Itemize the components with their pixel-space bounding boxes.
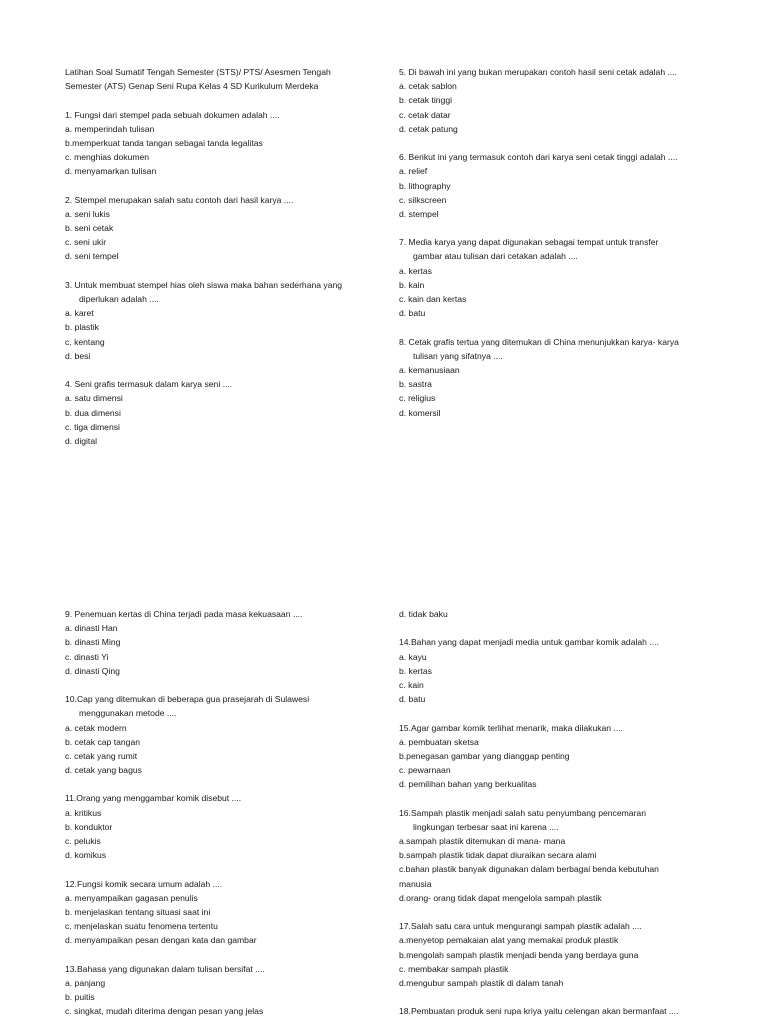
- answer-option: c. singkat, mudah diterima dengan pesan yang jelas: [65, 1006, 264, 1017]
- answer-option: b. seni cetak: [65, 223, 114, 234]
- answer-option: b.sampah plastik tidak dapat diuraikan secara alami: [399, 850, 597, 861]
- column-bottom-right: [399, 607, 678, 1018]
- answer-option: b. konduktor: [65, 821, 113, 832]
- answer-option: b. dua dimensi: [65, 407, 121, 418]
- answer-option: b. kain: [399, 279, 425, 290]
- answer-option: a. panjang: [65, 977, 106, 988]
- answer-option: c. kain: [399, 679, 424, 690]
- answer-option: d. komersil: [399, 407, 441, 418]
- answer-option: c. dinasti Yi: [65, 651, 109, 662]
- question-11: [65, 791, 309, 862]
- answer-option: a. cetak modern: [65, 722, 127, 733]
- answer-option: d.orang- orang tidak dapat mengelola sampah plastik: [399, 892, 602, 903]
- answer-option: b.mengolah sampah plastik menjadi benda yang berdaya guna: [399, 949, 639, 960]
- answer-option: b. menjelaskan tentang situasi saat ini: [65, 906, 211, 917]
- question-3: [65, 278, 342, 363]
- answer-option: c. membakar sampah plastik: [399, 963, 509, 974]
- question-text: tulisan yang sifatnya ....: [413, 350, 503, 361]
- answer-option: a.sampah plastik ditemukan di mana- mana: [399, 836, 566, 846]
- answer-option: d. batu: [399, 308, 426, 319]
- column-top-left: [65, 65, 342, 448]
- answer-option: a. kemanusiaan: [399, 364, 460, 375]
- question-text: 11.Orang yang menggambar komik disebut ....: [65, 793, 242, 804]
- question-9: [65, 607, 309, 678]
- question-text: 7. Media karya yang dapat digunakan sebagai tempat untuk transfer: [399, 237, 659, 248]
- answer-option: c. silkscreen: [399, 194, 447, 205]
- question-text: 6. Berikut ini yang termasuk contoh dari karya seni cetak tinggi adalah ....: [399, 152, 678, 163]
- question-13: [65, 962, 309, 1019]
- answer-option: a. dinasti Han: [65, 623, 118, 634]
- answer-option: c. kain dan kertas: [399, 294, 467, 304]
- answer-option: a. satu dimensi: [65, 393, 123, 404]
- question-text: 10.Cap yang ditemukan di beberapa gua prasejarah di Sulawesi: [65, 694, 310, 705]
- answer-option: d. tidak baku: [399, 609, 448, 619]
- answer-option: b. puitis: [65, 992, 95, 1003]
- answer-option: b. kertas: [399, 665, 432, 676]
- answer-option: d. stempel: [399, 208, 439, 219]
- question-text: 4. Seni grafis termasuk dalam karya seni ....: [65, 379, 233, 390]
- answer-option: c. pelukis: [65, 836, 101, 846]
- question-text: 16.Sampah plastik menjadi salah satu penyumbang pencemaran: [399, 807, 646, 818]
- answer-option: d. pemilihan bahan yang berkualitas: [399, 779, 537, 790]
- answer-option: a. menyampaikan gagasan penulis: [65, 892, 198, 903]
- answer-option: c. pewarnaan: [399, 765, 451, 776]
- answer-option: c. kentang: [65, 336, 105, 347]
- question-text: 3. Untuk membuat stempel hias oleh siswa maka bahan sederhana yang: [65, 279, 343, 290]
- question-text: 12.Fungsi komik secara umum adalah ....: [65, 878, 223, 889]
- answer-option: c.bahan plastik banyak digunakan dalam berbagai benda kebutuhan: [399, 864, 659, 875]
- answer-option: manusia: [399, 878, 432, 889]
- document-title: Semester (ATS) Genap Seni Rupa Kelas 4 SD Kurikulum Merdeka: [65, 81, 319, 92]
- question-text: 17.Salah satu cara untuk mengurangi sampah plastik adalah ....: [399, 921, 642, 932]
- question-text: lingkungan terbesar saat ini karena ....: [413, 821, 559, 832]
- question-14: [399, 635, 678, 706]
- answer-option: a. kritikus: [65, 807, 102, 818]
- answer-option: a. pembuatan sketsa: [399, 736, 479, 747]
- question-text: 15.Agar gambar komik terlihat menarik, maka dilakukan ....: [399, 722, 624, 733]
- answer-option: b. plastik: [65, 322, 99, 333]
- answer-option: c. cetak yang rumit: [65, 750, 138, 761]
- question-text: 18.Pembuatan produk seni rupa kriya yaitu celengan akan bermanfaat ....: [399, 1006, 679, 1017]
- answer-option: d.mengubur sampah plastik di dalam tanah: [399, 977, 564, 988]
- question-5: [399, 65, 679, 136]
- answer-option: a. kertas: [399, 265, 432, 276]
- answer-option: d. besi: [65, 350, 91, 361]
- question-text: 9. Penemuan kertas di China terjadi pada masa kekuasaan ....: [65, 609, 303, 619]
- answer-option: d. komikus: [65, 850, 107, 861]
- question-18: [399, 1004, 678, 1018]
- question-text: gambar atau tulisan dari cetakan adalah ....: [413, 251, 578, 262]
- question-6: [399, 150, 679, 221]
- answer-option: c. religius: [399, 393, 436, 404]
- answer-option: c. cetak datar: [399, 109, 451, 120]
- answer-option: b. cetak cap tangan: [65, 736, 141, 747]
- answer-option: a. kayu: [399, 651, 427, 662]
- answer-option: c. menjelaskan suatu fenomena tertentu: [65, 921, 218, 932]
- answer-option: b.memperkuat tanda tangan sebagai tanda legalitas: [65, 137, 263, 148]
- question-text: 13.Bahasa yang digunakan dalam tulisan bersifat ....: [65, 963, 265, 974]
- question-8: [399, 335, 679, 420]
- answer-option: a.menyetop pemakaian alat yang memakai produk plastik: [399, 935, 619, 946]
- answer-option: b. dinasti Ming: [65, 637, 121, 648]
- answer-option: b.penegasan gambar yang dianggap penting: [399, 750, 570, 761]
- question-17: [399, 919, 678, 990]
- question-text: 1. Fungsi dari stempel pada sebuah dokumen adalah ....: [65, 109, 280, 120]
- question-10: [65, 692, 309, 777]
- answer-option: d. menyampaikan pesan dengan kata dan gambar: [65, 935, 257, 946]
- answer-option: d. batu: [399, 694, 426, 705]
- answer-option: d. cetak yang bagus: [65, 765, 142, 776]
- column-bottom-left: [65, 607, 309, 1018]
- answer-option: d. dinasti Qing: [65, 665, 120, 676]
- answer-option: a. karet: [65, 308, 94, 319]
- question-text: 2. Stempel merupakan salah satu contoh dari hasil karya ....: [65, 194, 294, 205]
- answer-option: b. cetak tinggi: [399, 95, 453, 106]
- answer-option: b. sastra: [399, 379, 432, 390]
- question-text: diperlukan adalah ....: [79, 294, 159, 304]
- question-text: menggunakan metode ....: [79, 708, 177, 719]
- answer-option: a. cetak sablon: [399, 81, 457, 92]
- column-top-right: [399, 65, 679, 420]
- question-4: [65, 377, 342, 448]
- answer-option: a. memperindah tulisan: [65, 123, 155, 134]
- question-text: 14.Bahan yang dapat menjadi media untuk gambar komik adalah ....: [399, 637, 659, 648]
- question-15: [399, 721, 678, 792]
- answer-option: d. menyamarkan tulisan: [65, 166, 157, 177]
- answer-option: a. relief: [399, 166, 428, 177]
- answer-option: c. menghias dokumen: [65, 152, 150, 163]
- answer-option: d. seni tempel: [65, 251, 119, 262]
- document-title: Latihan Soal Sumatif Tengah Semester (STS)/ PTS/ Asesmen Tengah: [65, 67, 331, 77]
- answer-option: a. seni lukis: [65, 208, 110, 219]
- question-text: 5. Di bawah ini yang bukan merupakan contoh hasil seni cetak adalah ....: [399, 67, 678, 77]
- answer-option: c. seni ukir: [65, 237, 107, 248]
- answer-option: d. cetak patung: [399, 123, 458, 134]
- question-2: [65, 193, 342, 264]
- answer-option: b. lithography: [399, 180, 451, 191]
- question-7: [399, 235, 679, 320]
- answer-option: d. digital: [65, 435, 98, 446]
- question-16: [399, 806, 678, 905]
- answer-option: c. tiga dimensi: [65, 421, 120, 432]
- question-12: [65, 877, 309, 948]
- question-1: [65, 108, 342, 179]
- question-text: 8. Cetak grafis tertua yang ditemukan di China menunjukkan karya- karya: [399, 336, 679, 347]
